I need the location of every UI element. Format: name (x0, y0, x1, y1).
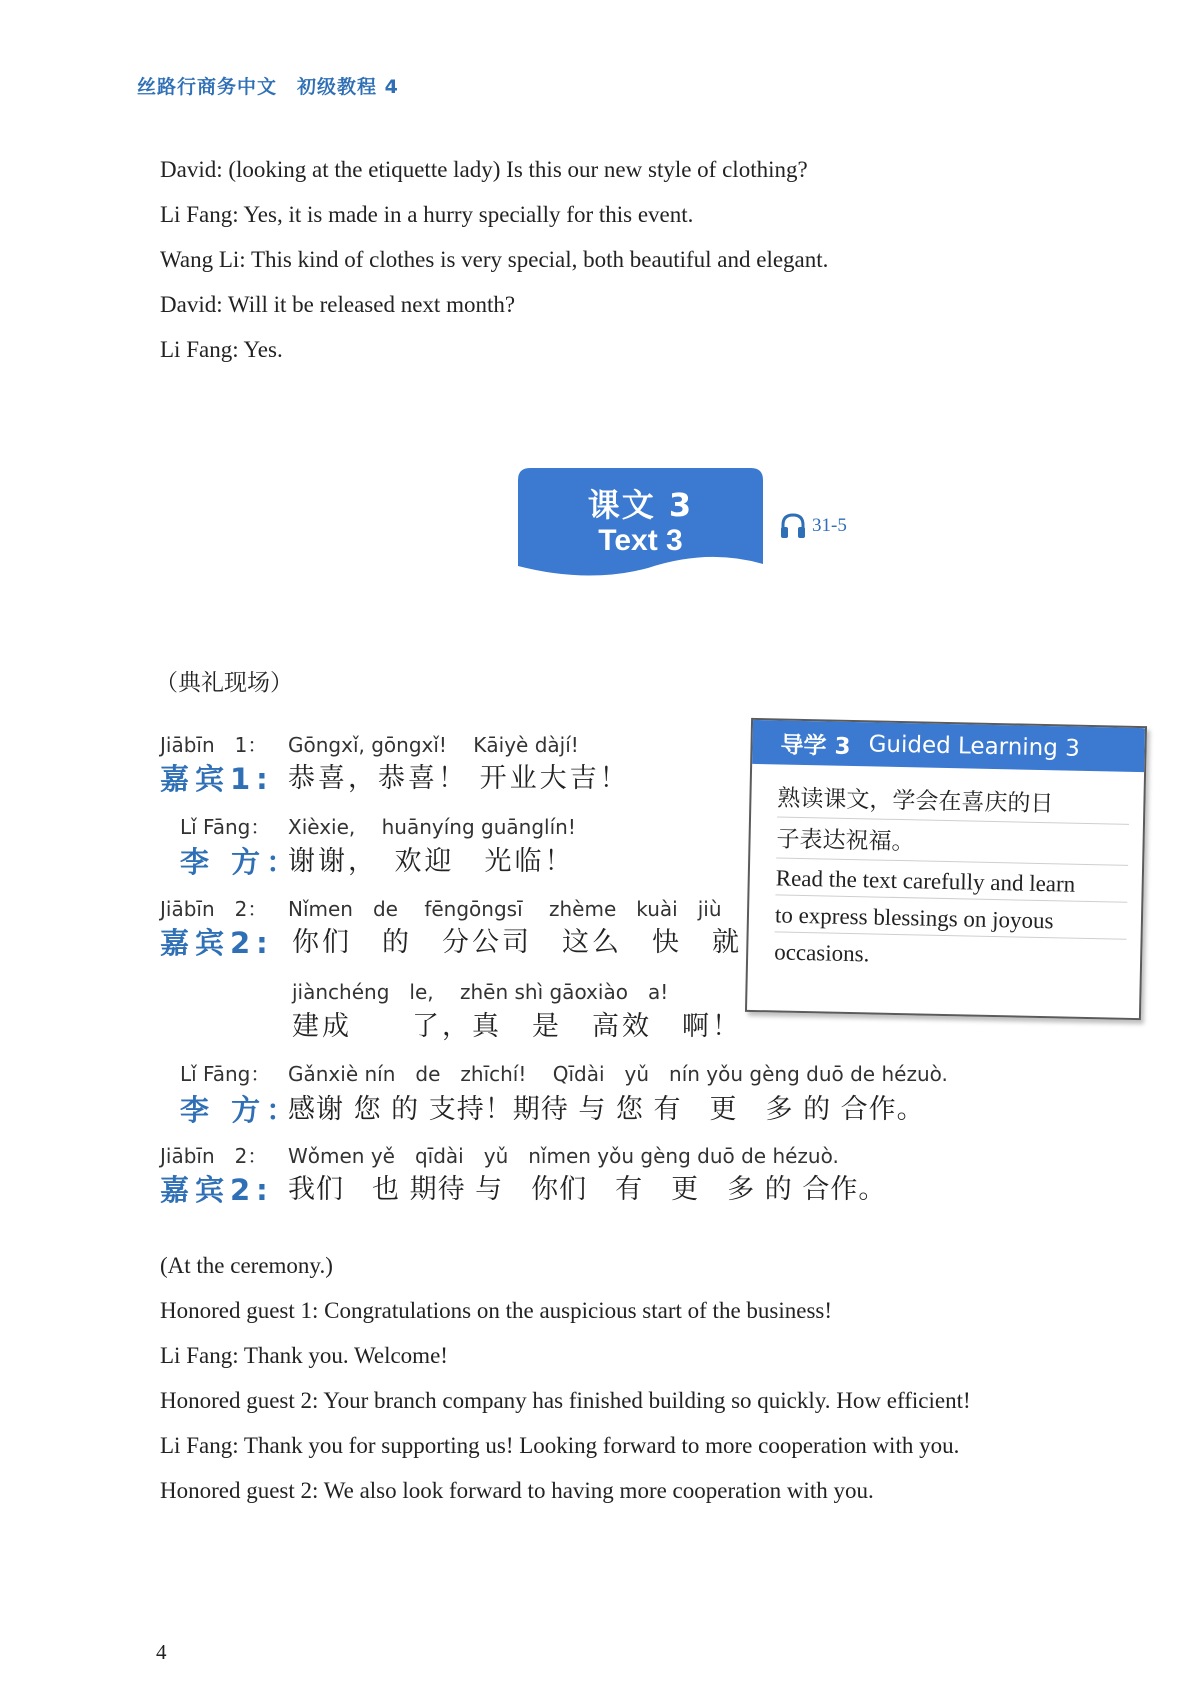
guided-learning-text: Read the text carefully and learn (775, 858, 1128, 902)
translation-line: Li Fang: Thank you for supporting us! Looking forward to more cooperation with you. (160, 1433, 960, 1458)
translation-line: David: Will it be released next month? (160, 292, 516, 317)
section-title-cn: 课文 3 (587, 486, 694, 524)
hanzi-line: 谢谢， 欢迎 光临！ (288, 846, 575, 877)
guided-learning-text: 子表达祝福。 (776, 817, 1129, 865)
hanzi-line: 恭喜，恭喜！ 开业大吉！ (288, 763, 630, 794)
guided-learning-text: occasions. (773, 939, 870, 967)
speaker-hanzi: 嘉宾1: (160, 762, 274, 796)
pinyin-line: Nǐmen de fēngōngsī zhème kuài jiù (288, 897, 722, 921)
pinyin-line: jiànchéng le, zhēn shì gāoxiào a! (292, 980, 669, 1004)
speaker-hanzi: 嘉宾2: (160, 1173, 274, 1207)
translation-line: Li Fang: Yes. (160, 337, 283, 362)
hanzi-line: 感谢 您 的 支持！期待 与 您 有 更 多 的 合作。 (288, 1094, 925, 1125)
translation-line: (At the ceremony.) (160, 1253, 333, 1278)
guided-learning-box (745, 718, 1147, 1020)
hanzi-line: 我们 也 期待 与 你们 有 更 多 的 合作。 (288, 1174, 887, 1205)
translation-line: Honored guest 2: We also look forward to having more cooperation with you. (160, 1478, 874, 1503)
translation-line: Wang Li: This kind of clothes is very special, both beautiful and elegant. (160, 247, 829, 272)
audio-track-number: 31-5 (812, 515, 847, 536)
guided-learning-text: to express blessings on joyous (775, 895, 1128, 939)
speaker-pinyin: Lǐ Fāng： (180, 815, 271, 839)
pinyin-line: Gōngxǐ, gōngxǐ! Kāiyè dàjí! (288, 733, 579, 757)
audio-track[interactable] (778, 511, 847, 541)
speaker-pinyin: Jiābīn 2： (160, 897, 268, 921)
speaker-hanzi: 嘉宾2: (160, 926, 274, 960)
pinyin-line: Xièxie, huānyíng guānglín! (288, 815, 576, 839)
translation-line: Li Fang: Yes, it is made in a hurry specially for this event. (160, 202, 694, 227)
section-banner (518, 468, 763, 580)
speaker-pinyin: Jiābīn 2： (160, 1144, 268, 1168)
translation-line: Honored guest 1: Congratulations on the auspicious start of the business! (160, 1298, 833, 1323)
headphones-icon (778, 511, 808, 541)
pinyin-line: Wǒmen yě qīdài yǔ nǐmen yǒu gèng duō de hézuò. (288, 1144, 839, 1168)
guided-learning-label-cn: 导学 3 (780, 732, 851, 760)
speaker-hanzi: 李 方： (180, 1093, 302, 1127)
translation-line: Li Fang: Thank you. Welcome! (160, 1343, 448, 1368)
page-number: 4 (156, 1640, 167, 1664)
guided-learning-label-en: Guided Learning 3 (868, 731, 1081, 762)
speaker-hanzi: 李 方： (180, 845, 302, 879)
pinyin-line: Gǎnxiè nín de zhīchí! Qīdài yǔ nín yǒu gèng duō de hézuò. (288, 1062, 948, 1086)
speaker-pinyin: Lǐ Fāng： (180, 1062, 271, 1086)
speaker-pinyin: Jiābīn 1： (160, 733, 268, 757)
running-header: 丝路行商务中文 初级教程 4 (137, 76, 399, 98)
translation-line: Honored guest 2: Your branch company has finished building so quickly. How efficient! (160, 1388, 971, 1413)
guided-learning-text: 熟读课文，学会在喜庆的日 (777, 776, 1130, 824)
hanzi-line: 你们 的 分公司 这么 快 就 (292, 927, 742, 958)
translation-line: David: (looking at the etiquette lady) Is this our new style of clothing? (160, 157, 808, 182)
section-title-en: Text 3 (598, 524, 683, 557)
hanzi-line: 建成 了，真 是 高效 啊！ (292, 1011, 742, 1042)
scene-note: （典礼现场） (155, 670, 293, 696)
